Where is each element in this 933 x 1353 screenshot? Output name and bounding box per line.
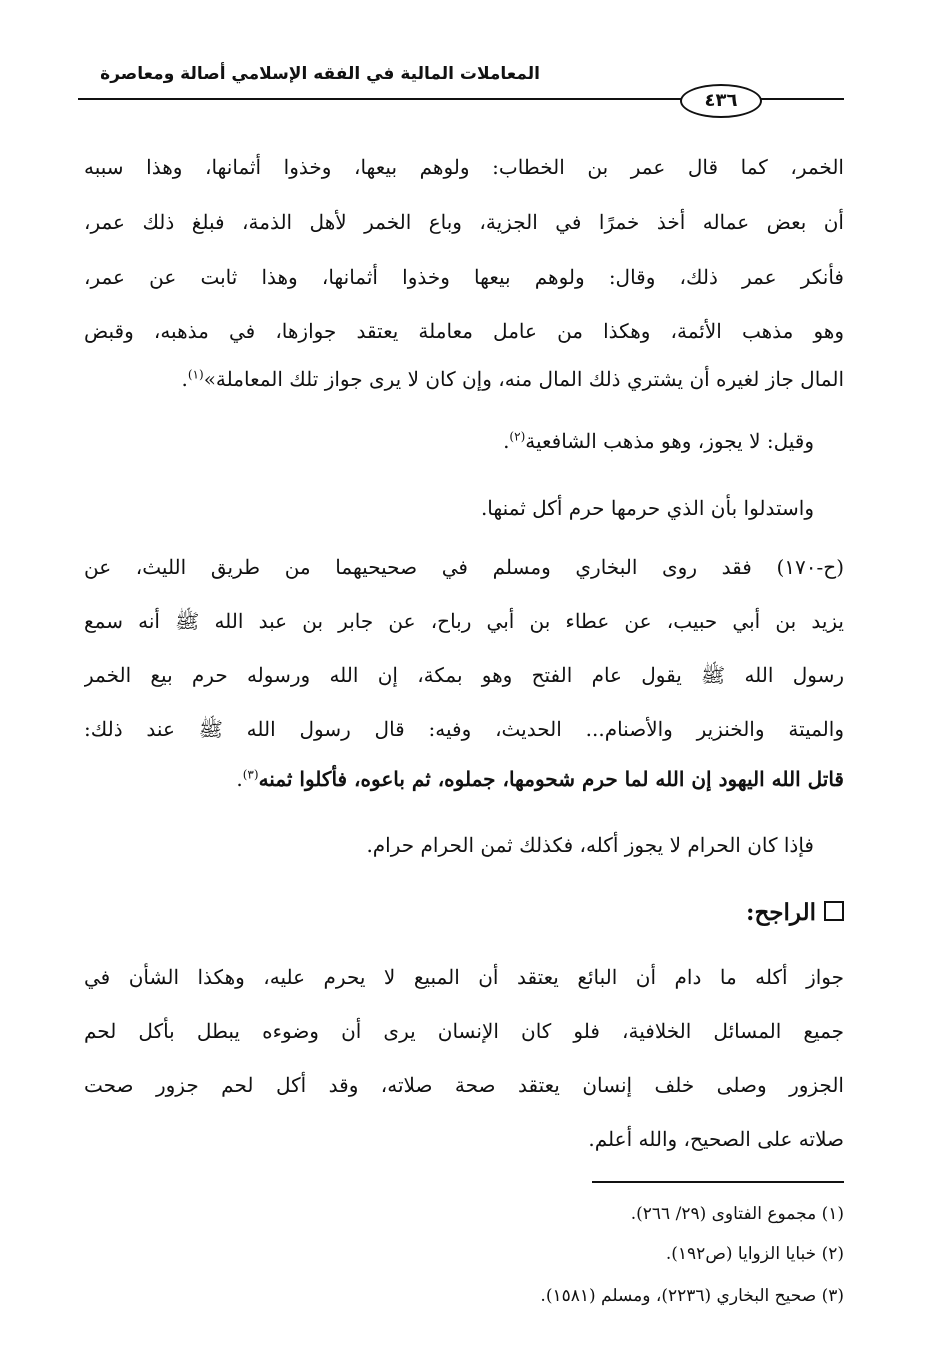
text-line: أن بعض عماله أخذ خمرًا في الجزية، وباع الخمر لأهل الذمة، فبلغ ذلك عمر، [84,210,844,234]
section-heading-label: الراجح: [745,899,816,926]
text-line: والميتة والخنزير والأصنام... الحديث، وفيه: قال رسول الله ﷺ عند ذلك: [84,717,844,741]
page-number-badge: ٤٣٦ [680,84,762,118]
text-line: فإذا كان الحرام لا يجوز أكله، فكذلك ثمن الحرام حرام. [366,833,814,857]
text-line: جواز أكله ما دام أن البائع يعتقد أن المبيع لا يحرم عليه، وهكذا الشأن في [84,965,844,989]
text-line [84,762,844,796]
text-line: واستدلوا بأن الذي حرمها حرم أكل ثمنها. [480,496,814,520]
text-segment: . [236,767,243,791]
running-header-title: المعاملات المالية في الفقه الإسلامي أصالة ومعاصرة [100,64,540,84]
text-line [84,362,844,396]
text-line: صلاته على الصحيح، والله أعلم. [588,1127,844,1151]
text-line: فأنكر عمر ذلك، وقال: ولوهم بيعها وخذوا أثمانها، وهذا ثابت عن عمر، [84,265,844,289]
footnote-separator [592,1181,844,1183]
text-segment: وقيل: لا يجوز، وهو مذهب الشافعية [525,429,814,453]
footnote-marker: (١) [187,367,204,382]
text-line: الخمر، كما قال عمر بن الخطاب: ولوهم بيعها، وخذوا أثمانها، وهذا سببه [84,155,844,179]
footnote-marker: (٢) [509,429,526,444]
footnote: (٣) صحيح البخاري (٢٢٣٦)، ومسلم (١٥٨١). [540,1286,844,1306]
hadith-quote: قاتل الله اليهود إن الله لما حرم شحومها، جملوه، ثم باعوه، فأكلوا ثمنه [258,767,844,791]
text-line: يزيد بن أبي حبيب، عن عطاء بن أبي رباح، عن جابر بن عبد الله ﷺ أنه سمع [84,609,844,633]
footnote: (٢) خبايا الزوايا (ص١٩٢). [665,1244,844,1264]
text-line: رسول الله ﷺ يقول عام الفتح وهو بمكة، إن الله ورسوله حرم بيع الخمر [84,663,844,687]
text-line: جميع المسائل الخلافية، فلو كان الإنسان يرى أن وضوءه يبطل بأكل لحم [84,1019,844,1043]
text-segment: . [181,367,188,391]
text-line: الجزور وصلى خلف إنسان يعتقد صحة صلاته، وقد أكل لحم جزور صحت [84,1073,844,1097]
text-line [84,424,814,458]
text-segment: المال جاز لغيره أن يشتري ذلك المال منه، وإن كان لا يرى جواز تلك المعاملة» [203,367,844,391]
text-segment: . [503,429,510,453]
checkbox-square-icon [824,901,844,921]
text-line: وهو مذهب الأئمة، وهكذا من عامل معاملة يعتقد جوازها، في مذهبه، وقبض [84,319,844,343]
section-heading [560,896,844,930]
text-line: (ح-١٧٠) فقد روى البخاري ومسلم في صحيحيهما من طريق الليث، عن [84,555,844,579]
footnote: (١) مجموع الفتاوى (٢٩/ ٢٦٦). [630,1204,844,1224]
footnote-marker: (٣) [242,767,259,782]
